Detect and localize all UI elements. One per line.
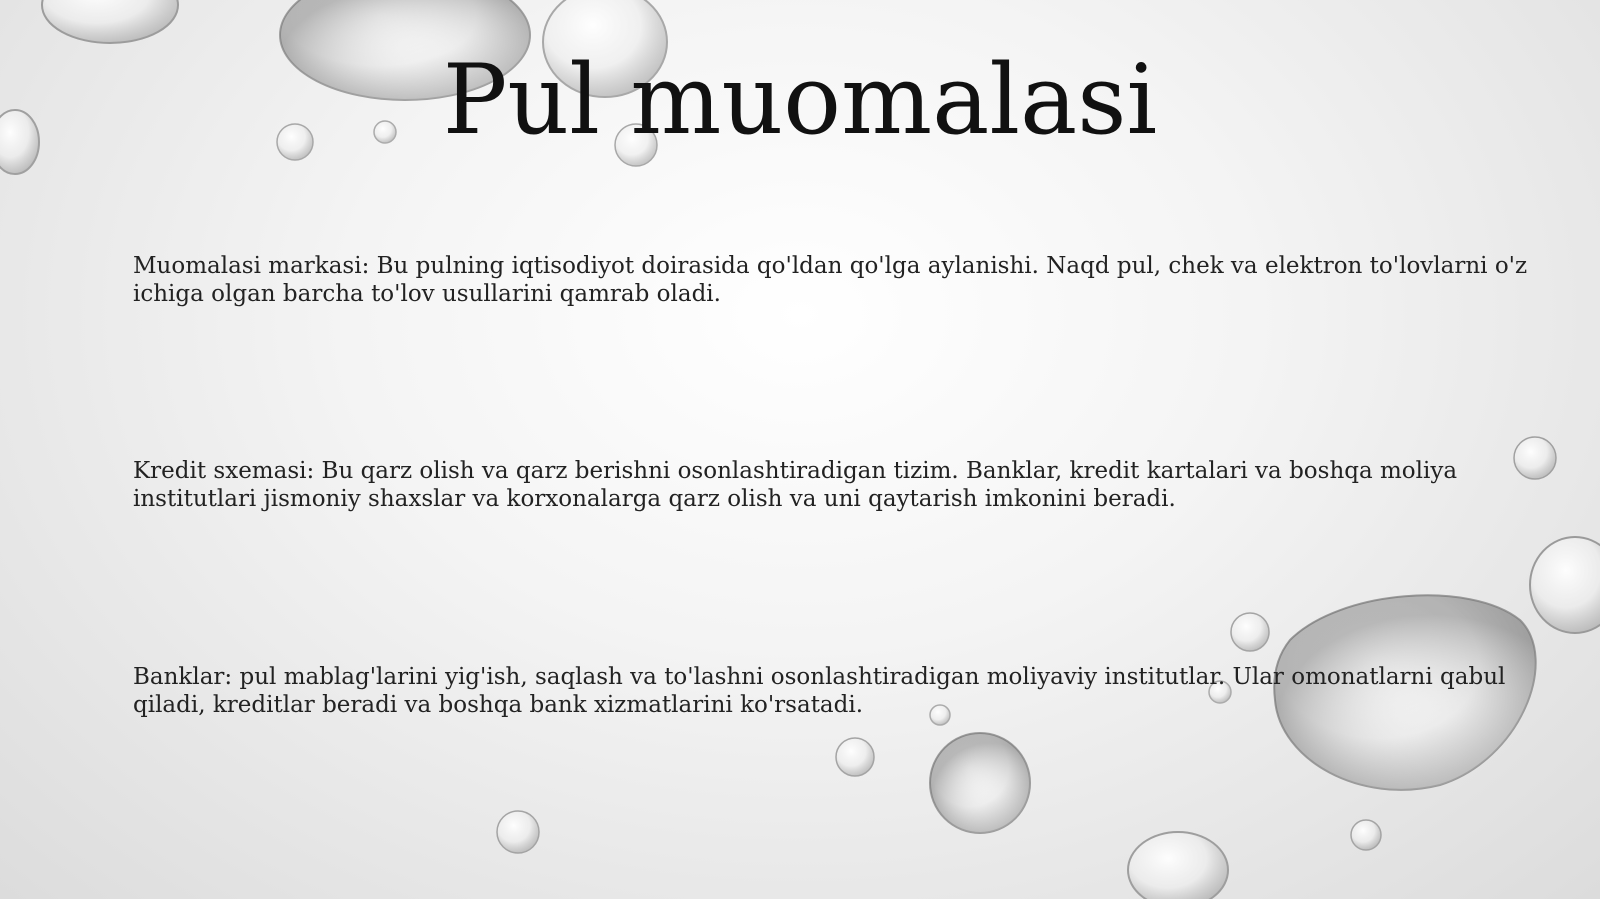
paragraph-muomalasi-markasi: Muomalasi markasi: Bu pulning iqtisodiyot doirasida qo'ldan qo'lga aylanishi. Naqd pul, chek va elektron to'lovlarni o'z ichiga olgan barcha to'lov usullarini qamrab oladi. bbox=[133, 253, 1528, 307]
droplets-bottom-center bbox=[497, 705, 1030, 853]
slide-title: Pul muomalasi bbox=[442, 44, 1158, 156]
paragraph-kredit-sxemasi: Kredit sxemasi: Bu qarz olish va qarz berishni osonlashtiradigan tizim. Banklar, kredit kartalari va boshqa moliya institutlari jismoniy shaxslar va korxonalarga qarz olish va uni qaytarish imkonini beradi. bbox=[133, 458, 1458, 512]
paragraph-banklar: Banklar: pul mablag'larini yig'ish, saqlash va to'lashni osonlashtiradigan moliyaviy institutlar. Ular omonatlarni qabul qiladi, kreditlar beradi va boshqa bank xizmatlarini ko'rsatadi. bbox=[133, 664, 1506, 718]
